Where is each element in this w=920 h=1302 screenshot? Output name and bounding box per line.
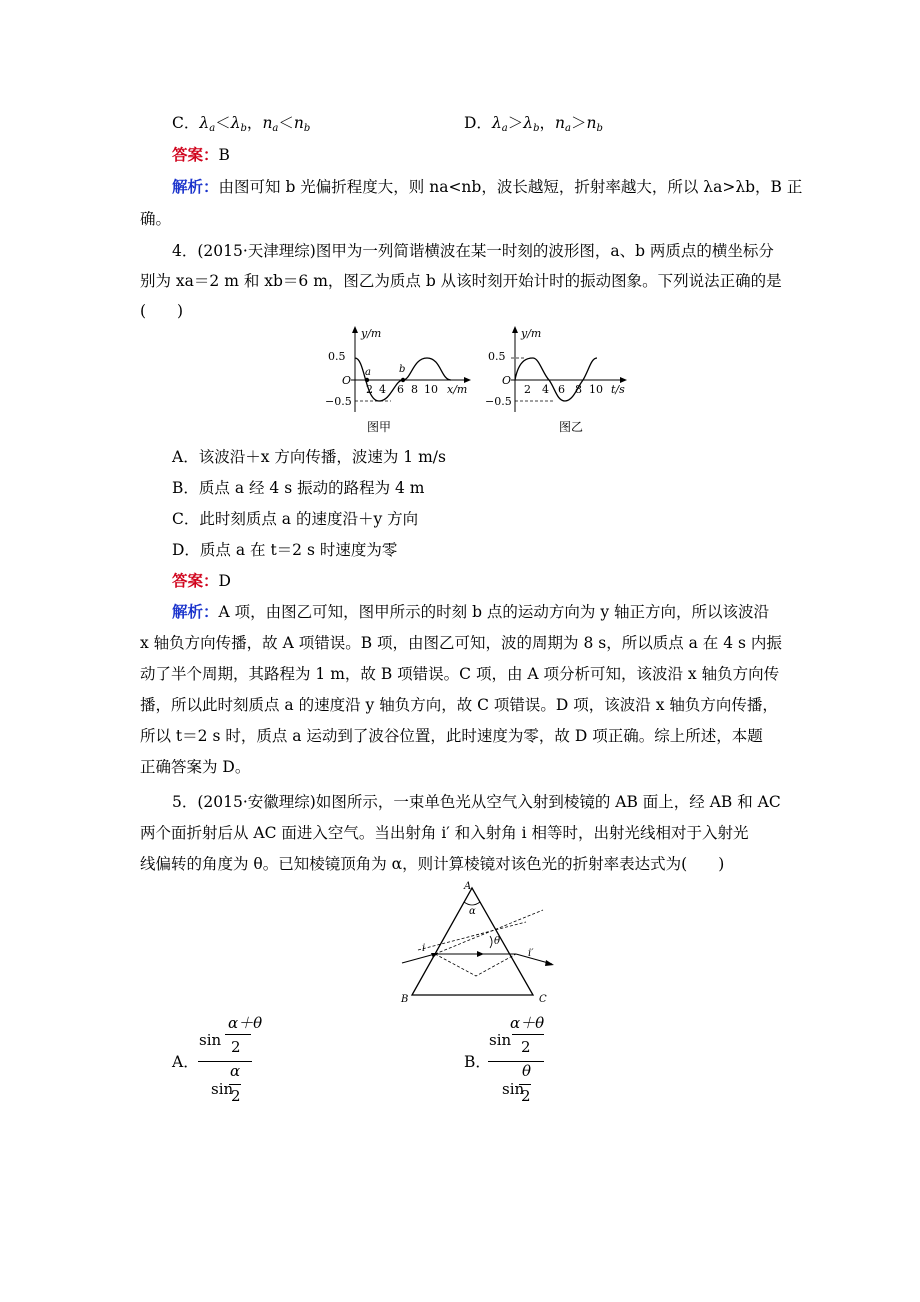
- q5-stem-3: 线偏转的角度为 θ。已知棱镜顶角为 α，则计算棱镜对该色光的折射率表达式为( ): [140, 855, 725, 873]
- q4-stem-2: 别为 xa＝2 m 和 xb＝6 m，图乙为质点 b 从该时刻开始计时的振动图象。下列说法正确的是: [140, 272, 782, 290]
- svg-text:8: 8: [411, 383, 418, 396]
- q4-analysis-2: x 轴负方向传播，故 A 项错误。B 项，由图乙可知，波的周期为 8 s，所以质点 a 在 4 s 内振: [140, 634, 782, 652]
- q4-option-c: C．此时刻质点 a 的速度沿＋y 方向: [172, 510, 419, 528]
- origin-label: O: [342, 374, 352, 387]
- svg-text:4: 4: [379, 383, 386, 396]
- svg-text:B: B: [401, 994, 409, 1005]
- q5-option-a-label: A．: [172, 1053, 199, 1071]
- svg-text:6: 6: [397, 383, 404, 396]
- svg-text:A: A: [464, 881, 472, 892]
- svg-text:6: 6: [558, 383, 565, 396]
- q5-stem-2: 两个面折射后从 AC 面进入空气。当出射角 i′ 和入射角 i 相等时，出射光线相对于入射光: [140, 824, 749, 842]
- point-a-label: a: [365, 367, 371, 378]
- svg-text:C: C: [539, 994, 547, 1005]
- q3-option-c: C．$\lambda_a<\lambda_b$，$n_a<n_b$: [172, 114, 311, 134]
- svg-text:10: 10: [424, 383, 438, 396]
- q4-stem-3: ( ): [140, 302, 184, 320]
- q3-analysis-2: 确。: [140, 210, 172, 228]
- svg-text:i′: i′: [528, 948, 534, 959]
- vibration-graph-yi: [485, 322, 635, 418]
- q4-analysis-5: 所以 t＝2 s 时，质点 a 运动到了波谷位置，此时速度为零，故 D 项正确。综上所述，本题: [140, 727, 763, 745]
- q4-stem-1: 4．(2015·天津理综)图甲为一列简谐横波在某一时刻的波形图，a、b 两质点的横坐标分: [172, 242, 774, 260]
- q4-analysis-4: 播，所以此时刻质点 a 的速度沿 y 轴负方向，故 C 项错误。D 项，该波沿 x 轴负方向传播，: [140, 696, 778, 714]
- svg-text:2: 2: [524, 383, 531, 396]
- y-top-label: 0.5: [328, 350, 346, 363]
- q4-option-a: A．该波沿＋x 方向传播，波速为 1 m/s: [172, 448, 446, 466]
- svg-text:8: 8: [575, 383, 582, 396]
- q5-option-b-label: B．: [464, 1053, 491, 1071]
- q3-option-d: D．$\lambda_a>\lambda_b$，$n_a>n_b$: [464, 114, 603, 134]
- q4-analysis-3: 动了半个周期，其路程为 1 m，故 B 项错误。C 项，由 A 项分析可知，该波沿 x 轴负方向传: [140, 665, 780, 683]
- q3-answer: 答案：B: [172, 145, 230, 164]
- svg-text:0.5: 0.5: [488, 350, 506, 363]
- q3-analysis-1: 解析：由图可知 b 光偏折程度大，则 na<nb，波长越短，折射率越大，所以 λa>λb，B 正: [172, 177, 803, 196]
- point-b-label: b: [399, 364, 406, 375]
- svg-text:−0.5: −0.5: [485, 395, 512, 408]
- prism-diagram: [398, 878, 568, 1006]
- svg-text:θ: θ: [494, 936, 501, 947]
- q4-option-d: D．质点 a 在 t＝2 s 时速度为零: [172, 541, 398, 559]
- wave-graph-jia: [325, 322, 475, 418]
- q5-stem-1: 5．(2015·安徽理综)如图所示，一束单色光从空气入射到棱镜的 AB 面上，经 AB 和 AC: [172, 793, 781, 811]
- svg-text:10: 10: [589, 383, 603, 396]
- figure-caption-yi: 图乙: [559, 420, 584, 434]
- svg-text:2: 2: [366, 383, 373, 396]
- svg-text:O: O: [502, 374, 512, 387]
- svg-text:i: i: [422, 943, 426, 954]
- q4-answer: 答案：D: [172, 571, 231, 590]
- x-axis-label: x/m: [447, 383, 468, 396]
- svg-text:4: 4: [542, 383, 549, 396]
- t-axis-label: t/s: [611, 383, 625, 396]
- q4-option-b: B．质点 a 经 4 s 振动的路程为 4 m: [172, 479, 425, 497]
- svg-text:α: α: [469, 906, 476, 917]
- q4-analysis-1: 解析：A 项，由图乙可知，图甲所示的时刻 b 点的运动方向为 y 轴正方向，所以该波沿: [172, 602, 770, 621]
- figure-caption-jia: 图甲: [367, 420, 392, 434]
- y-bottom-label: −0.5: [325, 395, 352, 408]
- q4-analysis-6: 正确答案为 D。: [140, 758, 251, 776]
- y-axis-label: y/m: [361, 327, 382, 340]
- svg-text:y/m: y/m: [521, 327, 542, 340]
